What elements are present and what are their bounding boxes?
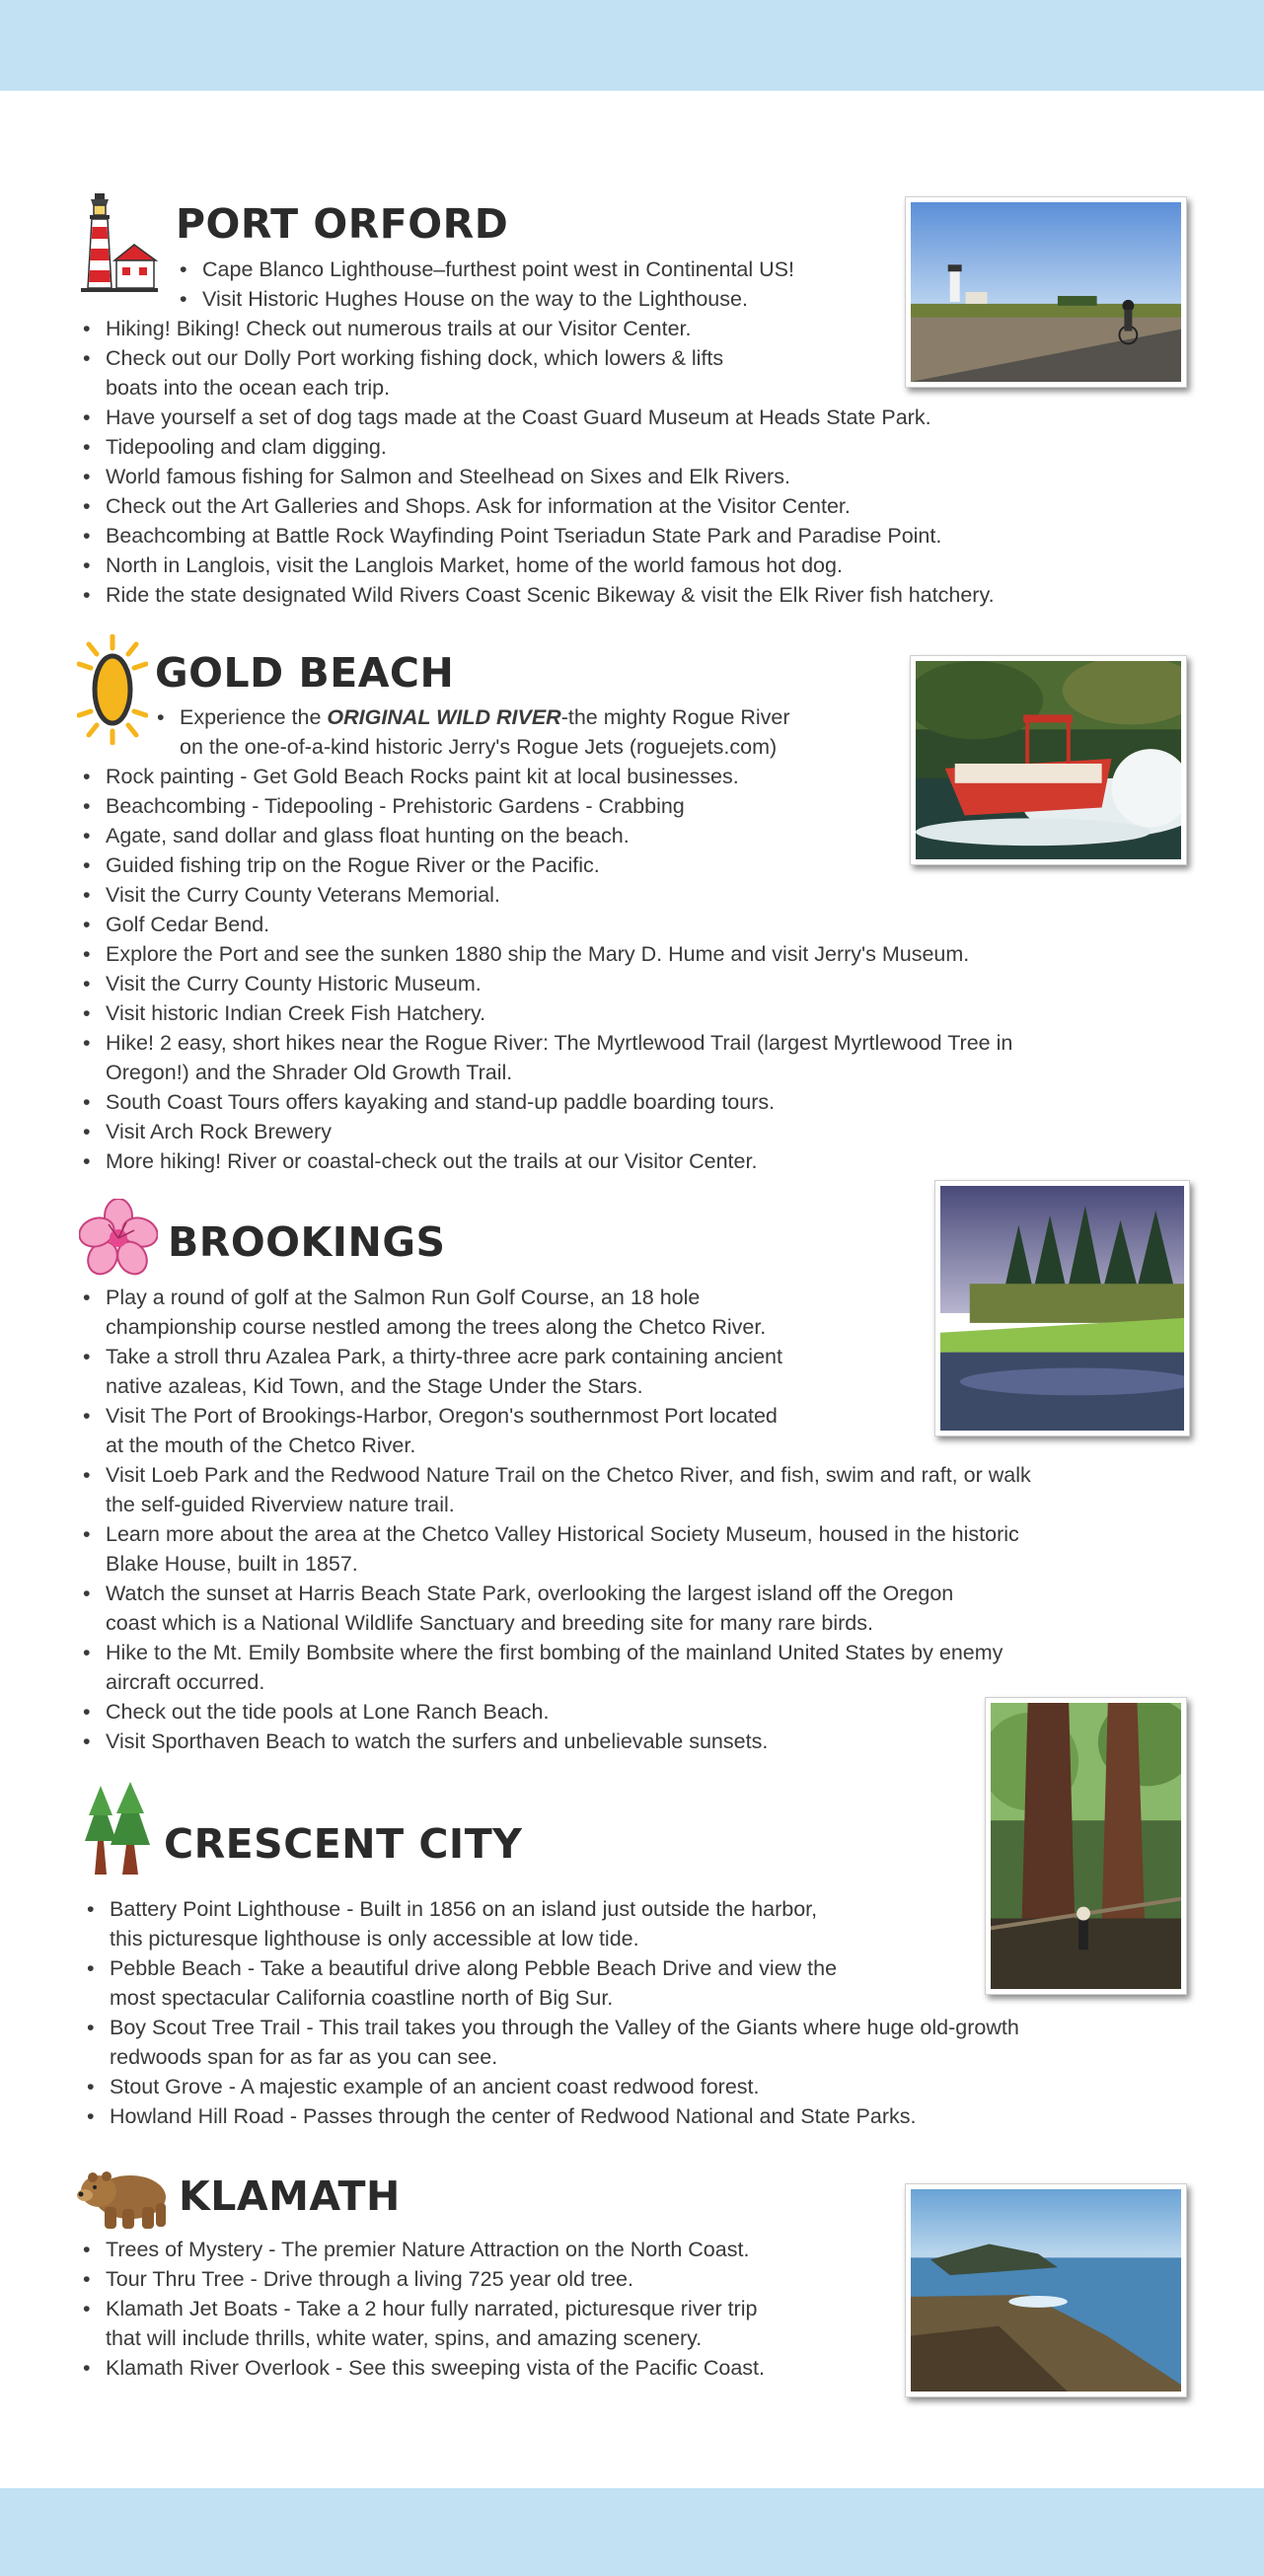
port-orford-title: PORT ORFORD — [176, 200, 509, 248]
list-item: • Check out the tide pools at Lone Ranch Beach. — [79, 1697, 1031, 1727]
list-item: • World famous fishing for Salmon and Steelhead on Sixes and Elk Rivers. — [79, 462, 995, 491]
list-item-continuation: at the mouth of the Chetco River. — [106, 1434, 416, 1457]
klamath-list — [79, 2235, 765, 2383]
list-item: • Klamath Jet Boats - Take a 2 hour fully narrated, picturesque river trip — [79, 2294, 765, 2323]
sun-icon — [77, 634, 148, 745]
crescent-city-list — [83, 1894, 1019, 2131]
bottom-banner — [0, 2488, 1264, 2576]
list-item-continuation: Blake House, built in 1857. — [106, 1552, 358, 1576]
list-item-continuation: championship course nestled among the trees along the Chetco River. — [106, 1315, 767, 1339]
list-item: • Ride the state designated Wild Rivers Coast Scenic Bikeway & visit the Elk River fish hatchery. — [79, 580, 995, 610]
list-item: • Battery Point Lighthouse - Built in 1856 on an island just outside the harbor, — [83, 1894, 1019, 1924]
redwood-trees-icon — [81, 1782, 154, 1877]
list-item: • Visit Arch Rock Brewery — [79, 1117, 1012, 1146]
list-item: • Visit Loeb Park and the Redwood Nature Trail on the Chetco River, and fish, swim and raft, or walk — [79, 1460, 1031, 1490]
list-item: • Play a round of golf at the Salmon Run Golf Course, an 18 hole — [79, 1283, 1031, 1312]
list-item-continuation: on the one-of-a-kind historic Jerry's Rogue Jets (roguejets.com) — [180, 735, 778, 759]
redwood-forest-photo — [985, 1697, 1187, 1995]
azalea-flower-icon — [79, 1199, 158, 1278]
list-item: • Check out our Dolly Port working fishing dock, which lowers & lifts — [79, 343, 995, 373]
brookings-list — [79, 1283, 1031, 1756]
list-item: • Golf Cedar Bend. — [79, 910, 1012, 939]
list-item: • Tidepooling and clam digging. — [79, 432, 995, 462]
list-item: • Beachcombing at Battle Rock Wayfinding Point Tseriadun State Park and Paradise Point. — [79, 521, 995, 551]
list-item: • Rock painting - Get Gold Beach Rocks paint kit at local businesses. — [79, 762, 1012, 791]
list-item: • Explore the Port and see the sunken 1880 ship the Mary D. Hume and visit Jerry's Museum. — [79, 939, 1012, 969]
list-item: • Boy Scout Tree Trail - This trail takes you through the Valley of the Giants where huge old-growth — [83, 2013, 1019, 2042]
list-item: • Take a stroll thru Azalea Park, a thirty-three acre park containing ancient — [79, 1342, 1031, 1371]
list-item: • Stout Grove - A majestic example of an ancient coast redwood forest. — [83, 2072, 1019, 2101]
list-item: • Hike! 2 easy, short hikes near the Rogue River: The Myrtlewood Trail (largest Myrtlewood Tree in — [79, 1028, 1012, 1058]
list-item: • Howland Hill Road - Passes through the center of Redwood National and State Parks. — [83, 2101, 1019, 2131]
list-item: • Hiking! Biking! Check out numerous trails at our Visitor Center. — [79, 314, 995, 343]
klamath-title: KLAMATH — [179, 2172, 401, 2220]
list-item-continuation: that will include thrills, white water, spins, and amazing scenery. — [106, 2326, 703, 2350]
list-item-continuation: Oregon!) and the Shrader Old Growth Trail. — [106, 1061, 513, 1084]
lighthouse-icon — [79, 189, 160, 294]
list-item: • South Coast Tours offers kayaking and stand-up paddle boarding tours. — [79, 1087, 1012, 1117]
list-item: • Learn more about the area at the Chetco Valley Historical Society Museum, housed in the historic — [79, 1519, 1031, 1549]
list-item: • Visit historic Indian Creek Fish Hatchery. — [79, 998, 1012, 1028]
list-item: • Visit the Curry County Historic Museum. — [79, 969, 1012, 998]
list-item: • North in Langlois, visit the Langlois Market, home of the world famous hot dog. — [79, 551, 995, 580]
list-item-continuation: the self-guided Riverview nature trail. — [106, 1493, 455, 1516]
gold-beach-title: GOLD BEACH — [155, 649, 455, 697]
list-item-continuation: redwoods span for as far as you can see. — [110, 2045, 498, 2069]
list-item: • Visit Sporthaven Beach to watch the surfers and unbelievable sunsets. — [79, 1727, 1031, 1756]
river-overlook-photo — [905, 2183, 1187, 2397]
list-item: • Klamath River Overlook - See this sweeping vista of the Pacific Coast. — [79, 2353, 765, 2383]
list-item: • Tour Thru Tree - Drive through a living 725 year old tree. — [79, 2264, 765, 2294]
gold-beach-featured-list — [153, 702, 790, 762]
list-item: • Beachcombing - Tidepooling - Prehistoric Gardens - Crabbing — [79, 791, 1012, 821]
brookings-title: BROOKINGS — [168, 1218, 446, 1266]
list-item: • Visit the Curry County Veterans Memorial. — [79, 880, 1012, 910]
list-item: • Agate, sand dollar and glass float hunting on the beach. — [79, 821, 1012, 850]
cape-blanco-photo — [905, 196, 1187, 388]
list-item: • Trees of Mystery - The premier Nature Attraction on the North Coast. — [79, 2235, 765, 2264]
list-item-continuation: this picturesque lighthouse is only accessible at low tide. — [110, 1927, 639, 1950]
list-item: • More hiking! River or coastal-check out the trails at our Visitor Center. — [79, 1146, 1012, 1176]
list-item-continuation: boats into the ocean each trip. — [106, 376, 391, 400]
featured-suffix: -the mighty Rogue River — [560, 705, 790, 729]
featured-prefix: Experience the — [180, 705, 328, 729]
list-item: • Guided fishing trip on the Rogue River or the Pacific. — [79, 850, 1012, 880]
port-orford-list — [79, 314, 995, 610]
crescent-city-title: CRESCENT CITY — [164, 1820, 523, 1868]
list-item: • Pebble Beach - Take a beautiful drive along Pebble Beach Drive and view the — [83, 1953, 1019, 1983]
list-item-continuation: aircraft occurred. — [106, 1670, 265, 1694]
featured-emphasis: ORIGINAL WILD RIVER — [327, 705, 561, 729]
top-banner — [0, 0, 1264, 91]
port-orford-sub-list — [176, 255, 794, 314]
golf-course-photo — [934, 1180, 1190, 1436]
list-item: • Have yourself a set of dog tags made at the Coast Guard Museum at Heads State Park. — [79, 403, 995, 432]
list-item-continuation: native azaleas, Kid Town, and the Stage Under the Stars. — [106, 1374, 643, 1398]
gold-beach-list — [79, 762, 1012, 1176]
list-item: • Cape Blanco Lighthouse–furthest point west in Continental US! — [176, 255, 794, 284]
bear-icon — [77, 2164, 170, 2231]
list-item-continuation: coast which is a National Wildlife Sanctuary and breeding site for many rare birds. — [106, 1611, 873, 1635]
list-item: • Visit Historic Hughes House on the way to the Lighthouse. — [176, 284, 794, 314]
list-item: • Visit The Port of Brookings-Harbor, Oregon's southernmost Port located — [79, 1401, 1031, 1431]
jet-boat-photo — [910, 655, 1187, 865]
list-item: • Hike to the Mt. Emily Bombsite where the first bombing of the mainland United States by enemy — [79, 1638, 1031, 1667]
list-item-continuation: most spectacular California coastline north of Big Sur. — [110, 1986, 614, 2010]
list-item: • Watch the sunset at Harris Beach State Park, overlooking the largest island off the Oregon — [79, 1579, 1031, 1608]
list-item: • Check out the Art Galleries and Shops. Ask for information at the Visitor Center. — [79, 491, 995, 521]
list-item-featured — [153, 702, 790, 732]
